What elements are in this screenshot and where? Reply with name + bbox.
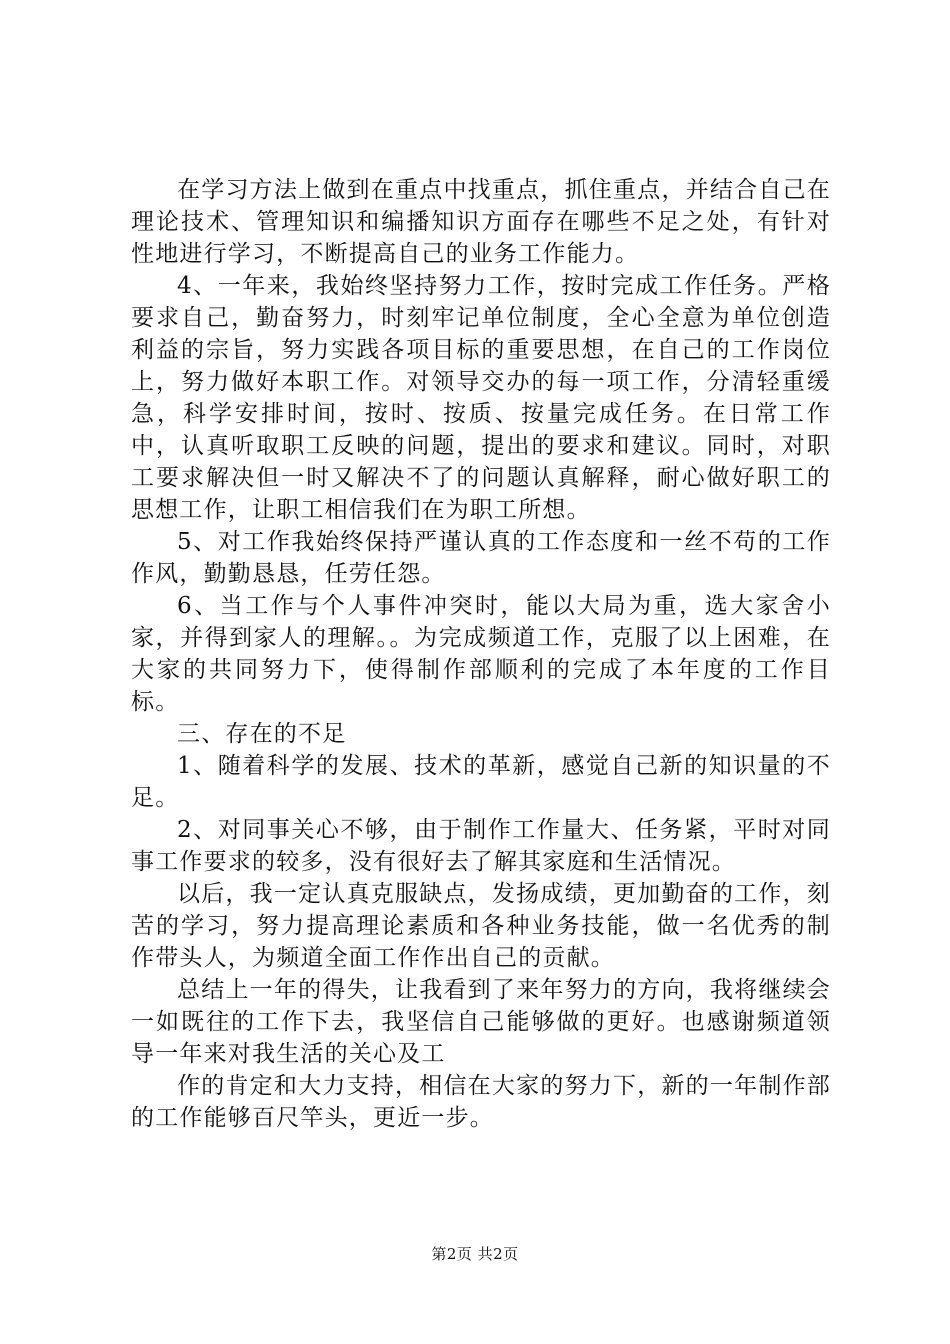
paragraph-study-method: 在学习方法上做到在重点中找重点，抓住重点，并结合自己在理论技术、管理知识和编播知识方面存在哪些不足之处，有针对性地进行学习，不断提高自己的业务工作能力。: [131, 177, 831, 267]
document-body: [131, 174, 831, 1134]
paragraph-shortcoming-2: 2、对同事关心不够，由于制作工作量大、任务紧，平时对同事工作要求的较多，没有很好去了解其家庭和生活情况。: [131, 817, 831, 875]
page-number-footer: 第2页 共2页: [431, 1245, 519, 1263]
paragraph-future-plan: 以后，我一定认真克服缺点，发扬成绩，更加勤奋的工作，刻苦的学习，努力提高理论素质和各种业务技能，做一名优秀的制作带头人，为频道全面工作作出自己的贡献。: [131, 881, 831, 971]
paragraph-shortcoming-1: 1、随着科学的发展、技术的革新，感觉自己新的知识量的不足。: [131, 753, 831, 811]
section-heading-shortcomings: 三、存在的不足: [177, 721, 347, 747]
paragraph-item-4: 4、一年来，我始终坚持努力工作，按时完成工作任务。严格要求自己，勤奋努力，时刻牢记单位制度，全心全意为单位创造利益的宗旨，努力实践各项目标的重要思想，在自己的工作岗位上，努力做好本职工作。对领导交办的每一项工作，分清轻重缓急，科学安排时间，按时、按质、按量完成任务。在日常工作中，认真听取职工反映的问题，提出的要求和建议。同时，对职工要求解决但一时又解决不了的问题认真解释，耐心做好职工的思想工作，让职工相信我们在为职工所想。: [131, 273, 831, 523]
paragraph-item-5: 5、对工作我始终保持严谨认真的工作态度和一丝不苟的工作作风，勤勤恳恳，任劳任怨。: [131, 529, 831, 587]
paragraph-item-6: 6、当工作与个人事件冲突时，能以大局为重，选大家舍小家，并得到家人的理解。。为完成频道工作，克服了以上困难，在大家的共同努力下，使得制作部顺利的完成了本年度的工作目标。: [131, 593, 831, 715]
paragraph-closing: 作的肯定和大力支持，相信在大家的努力下，新的一年制作部的工作能够百尺竿头，更近一步。: [131, 1073, 831, 1131]
paragraph-summary: 总结上一年的得失，让我看到了来年努力的方向，我将继续会一如既往的工作下去，我坚信自己能够做的更好。也感谢频道领导一年来对我生活的关心及工: [131, 977, 831, 1067]
